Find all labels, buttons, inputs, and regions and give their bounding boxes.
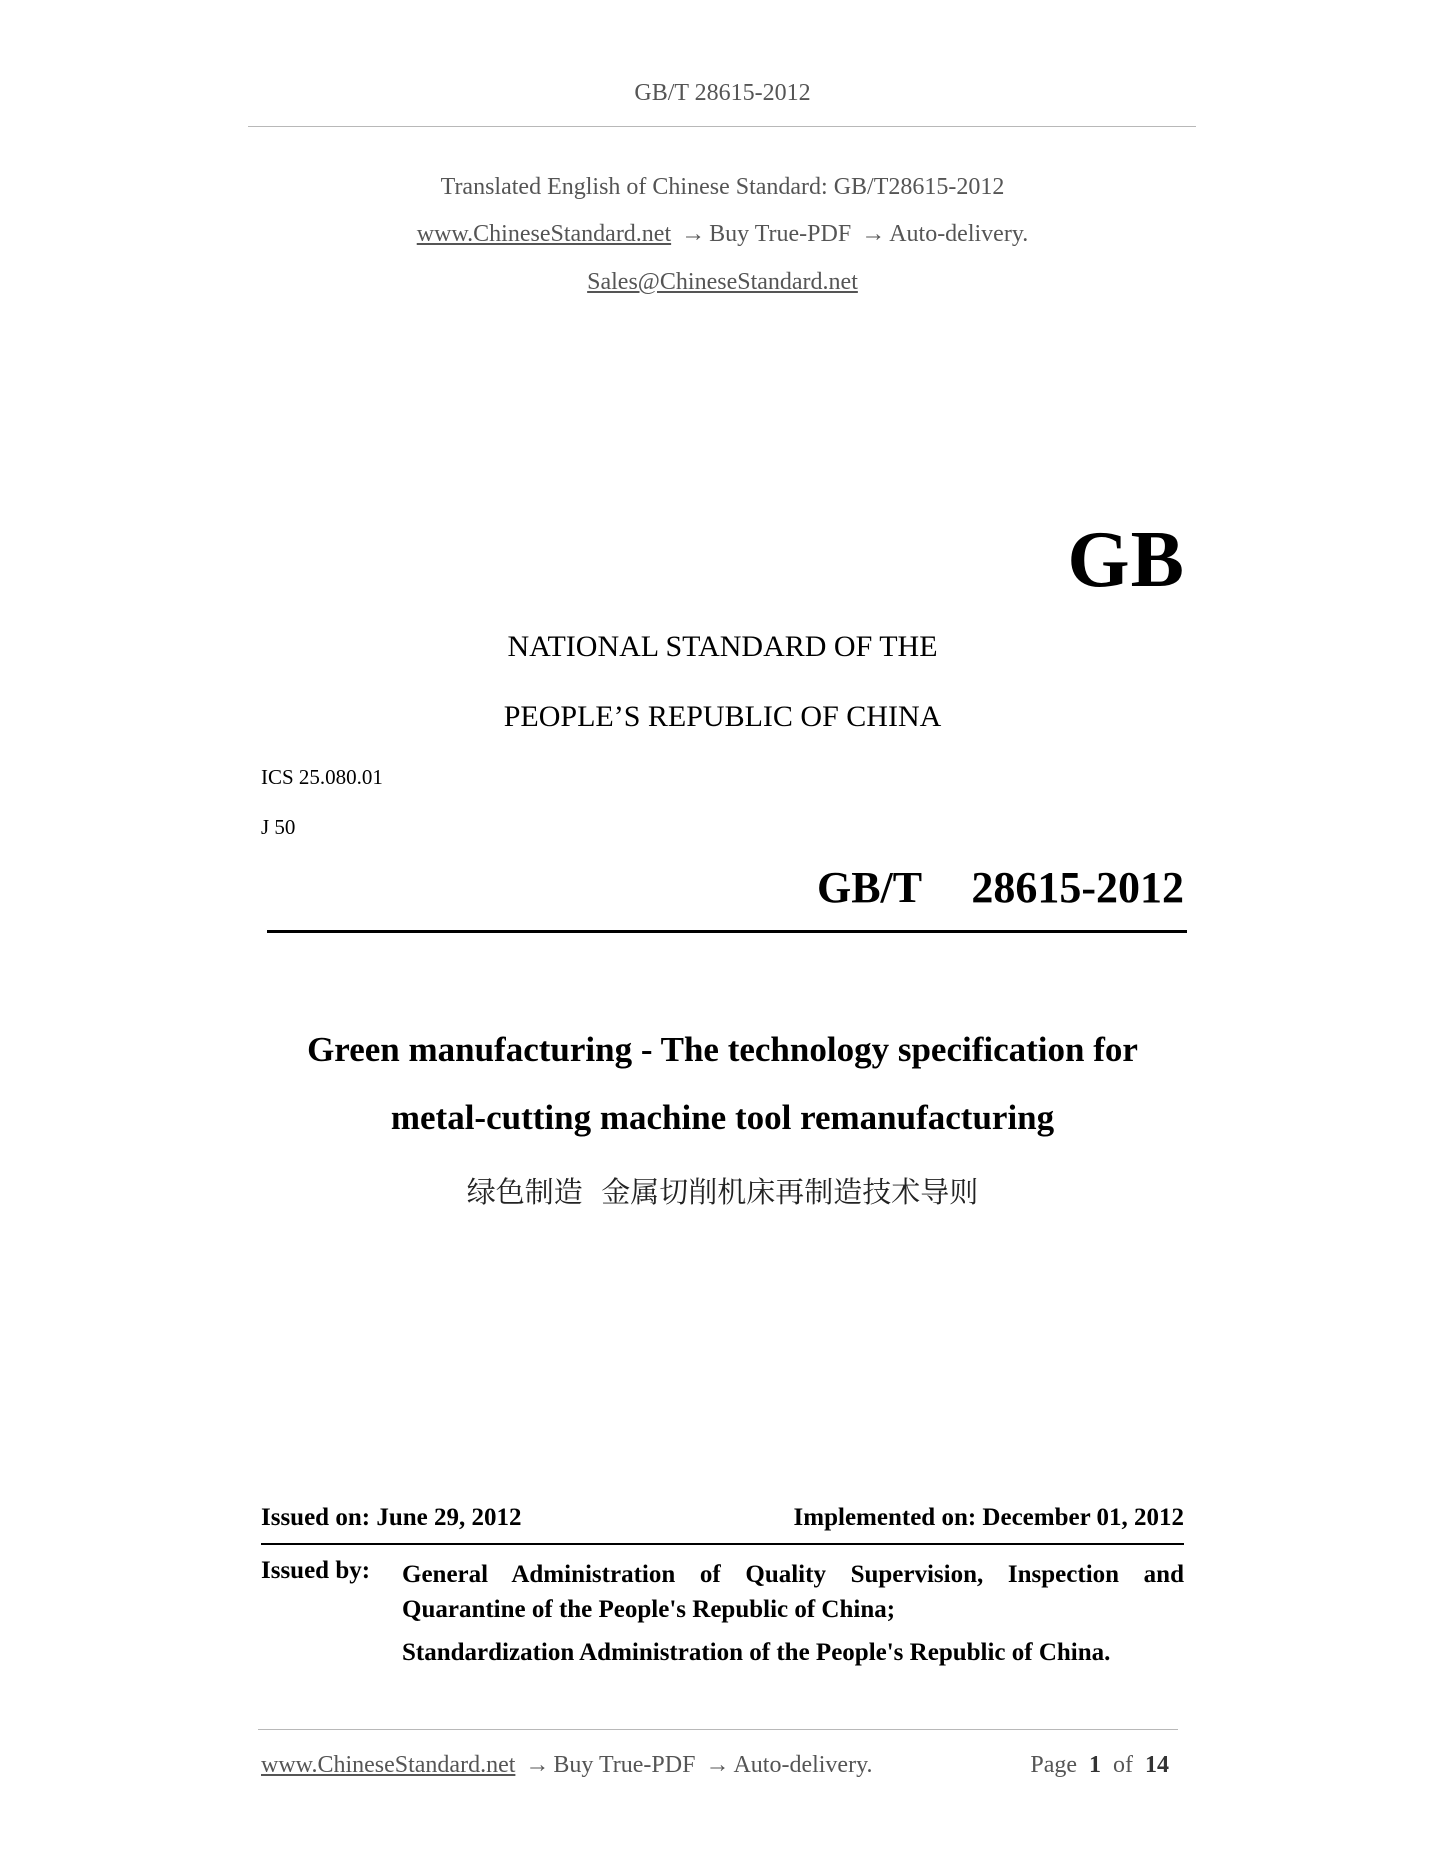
arrow-right-icon: → bbox=[705, 1752, 730, 1778]
delivery-text: Auto-delivery. bbox=[889, 221, 1029, 247]
issuer-block bbox=[402, 1557, 1184, 1670]
national-standard-line2: PEOPLE’S REPUBLIC OF CHINA bbox=[503, 700, 942, 733]
purchase-line bbox=[0, 221, 1445, 248]
arrow-right-icon: → bbox=[861, 221, 886, 247]
issuer-line1: General Administration of Quality Supervision, Inspection and bbox=[402, 1561, 1184, 1588]
footer-purchase-line bbox=[261, 1752, 873, 1779]
email-line bbox=[0, 269, 1445, 296]
issued-by-label: Issued by: bbox=[261, 1557, 371, 1584]
ccs-code: J 50 bbox=[261, 815, 296, 839]
running-header: GB/T 28615-2012 bbox=[634, 80, 811, 106]
issuer-line2: Quarantine of the People's Republic of China; bbox=[402, 1596, 896, 1623]
footer-buy-text: Buy True-PDF bbox=[553, 1752, 696, 1778]
translation-notice: Translated English of Chinese Standard: GB/T28615-2012 bbox=[440, 174, 1005, 200]
ics-code: ICS 25.080.01 bbox=[261, 765, 383, 789]
footer-divider bbox=[258, 1729, 1178, 1730]
page-current: 1 bbox=[1089, 1752, 1101, 1778]
page-of: of bbox=[1113, 1752, 1133, 1778]
arrow-right-icon: → bbox=[525, 1752, 550, 1778]
dates-divider bbox=[261, 1543, 1184, 1545]
footer-site-link[interactable]: www.ChineseStandard.net bbox=[261, 1752, 516, 1778]
email-link[interactable]: Sales@ChineseStandard.net bbox=[587, 269, 858, 295]
standard-divider bbox=[267, 930, 1187, 933]
title-cn: 绿色制造 金属切削机床再制造技术导则 bbox=[466, 1175, 979, 1209]
footer-delivery-text: Auto-delivery. bbox=[733, 1752, 873, 1778]
title-en-line2: metal-cutting machine tool remanufacturing bbox=[390, 1098, 1055, 1137]
arrow-right-icon: → bbox=[681, 221, 706, 247]
title-en-line1: Green manufacturing - The technology specification for bbox=[307, 1030, 1138, 1069]
issued-on: Issued on: June 29, 2012 bbox=[261, 1504, 522, 1531]
implemented-on: Implemented on: December 01, 2012 bbox=[793, 1504, 1184, 1531]
page-indicator bbox=[1030, 1752, 1175, 1779]
standard-number: GB/T 28615-2012 bbox=[816, 863, 1184, 912]
header-divider bbox=[248, 126, 1196, 127]
gb-mark: GB bbox=[1067, 516, 1185, 604]
page-label: Page bbox=[1030, 1752, 1077, 1778]
page-total: 14 bbox=[1145, 1752, 1169, 1778]
issuer-line3: Standardization Administration of the People's Republic of China. bbox=[402, 1639, 1111, 1666]
site-link[interactable]: www.ChineseStandard.net bbox=[416, 221, 672, 247]
national-standard-line1: NATIONAL STANDARD OF THE bbox=[507, 630, 938, 663]
buy-text: Buy True-PDF bbox=[709, 221, 852, 247]
